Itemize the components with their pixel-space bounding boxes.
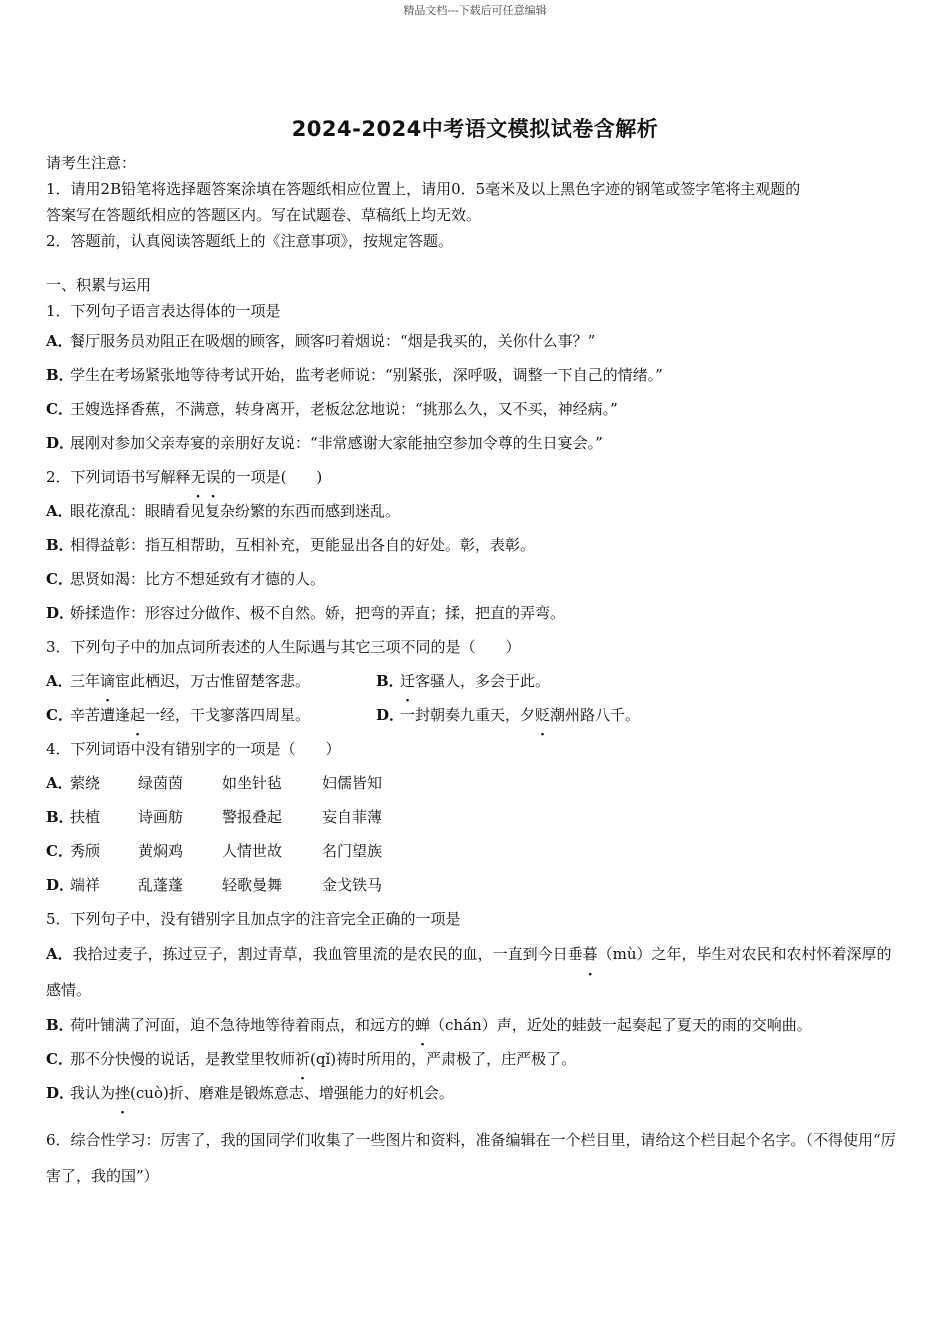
- word: 金戈铁马: [322, 876, 383, 894]
- option-label: C．: [46, 570, 73, 588]
- word: 轻歌曼舞: [222, 876, 283, 894]
- option-text: 辛苦遭逢: [70, 706, 131, 724]
- question-3-options-ab: [46, 664, 906, 698]
- notice-item: 2．答题前，认真阅读答题纸上的《注意事项》，按规定答题。: [46, 232, 454, 250]
- word: 警报叠起: [222, 808, 283, 826]
- option-label: D．: [46, 434, 75, 452]
- word: 扶植: [70, 808, 101, 826]
- option-label: B．: [46, 536, 74, 554]
- question-4-option-d: [46, 868, 906, 902]
- question-1-stem: 1．下列句子语言表达得体的一项是: [46, 302, 281, 320]
- option-text: 我拾过麦子，拣过豆子，割过青草，我血管里流的是农民的血，一直到今日垂: [72, 945, 583, 963]
- question-2-option-c: [46, 562, 906, 596]
- option-text: 我认为: [70, 1084, 116, 1102]
- question-4-option-b: [46, 800, 906, 834]
- option-text: 展刚对参加父亲寿宴的亲朋好友说：“非常感谢大家能抽空参加令尊的生日宴会。”: [70, 434, 603, 452]
- option-label: C．: [46, 706, 73, 724]
- word: 如坐针毡: [222, 774, 283, 792]
- word: 人情世故: [222, 842, 283, 860]
- word: 端祥: [70, 876, 101, 894]
- option-text: (cuò)折、磨难是锻炼意志、增强能力的好机会。: [130, 1084, 454, 1102]
- option-label: A．: [46, 945, 73, 963]
- option-label: D．: [46, 1084, 75, 1102]
- notice-heading: 请考生注意：: [46, 154, 137, 172]
- notice-section: [46, 150, 906, 254]
- document-body: [46, 150, 906, 1194]
- word: 妇儒皆知: [322, 774, 383, 792]
- option-label: C．: [46, 842, 73, 860]
- dotted-char: 蝉: [415, 1016, 431, 1034]
- option-text: 宦: [115, 672, 131, 690]
- question-1-option-c: [46, 392, 906, 426]
- question-3-stem: 3．下列句子中的加点词所表述的人生际遇与其它三项不同的是（ ）: [46, 638, 521, 656]
- question-5-option-c: [46, 1042, 906, 1076]
- option-text: 荷叶铺满了河面，迫不急待地等待着雨点，和远方的: [70, 1016, 416, 1034]
- dotted-char: 起: [130, 706, 146, 724]
- notice-item: 答案写在答题纸相应的答题区内。写在试题卷、草稿纸上均无效。: [46, 206, 482, 224]
- question-2-option-a: [46, 494, 906, 528]
- dotted-char: 贬: [535, 706, 551, 724]
- question-6: 6．综合性学习：厉害了，我的国同学们收集了一些图片和资料，准备编辑在一个栏目里，请给这个栏目起个名字。（不得使用“厉害了，我的国”）: [46, 1131, 896, 1185]
- word: 秀颀: [70, 842, 101, 860]
- question-4-option-a: [46, 766, 906, 800]
- option-text: 客骚人，多会于此。: [415, 672, 551, 690]
- question-5-stem: 5．下列句子中，没有错别字且加点字的注音完全正确的一项是: [46, 910, 461, 928]
- section-heading: 一、积累与运用: [46, 276, 152, 294]
- option-label: C．: [46, 400, 73, 418]
- dotted-char: 祈: [295, 1050, 311, 1068]
- dotted-char: 误: [205, 468, 221, 486]
- question-5-option-d: [46, 1076, 906, 1110]
- question-4-stem: 4．下列词语中没有错别字的一项是（ ）: [46, 740, 341, 758]
- option-text: （mù）之年，毕生对农民和农村怀着深厚的感情。: [46, 945, 892, 999]
- option-text: 餐厅服务员劝阻正在吸烟的顾客，顾客叼着烟说：“烟是我买的，关你什么事？”: [70, 332, 596, 350]
- option-text: 娇揉造作：形容过分做作、极不自然。娇，把弯的弄直；揉，把直的弄弯。: [70, 604, 566, 622]
- option-label: B．: [46, 808, 74, 826]
- option-label: D．: [46, 876, 75, 894]
- option-text: 一封朝奏九重天，夕: [400, 706, 536, 724]
- option-text: 学生在考场紧张地等待考试开始，监考老师说：“别紧张，深呼吸，调整一下自己的情绪。”: [70, 366, 663, 384]
- option-label: A．: [46, 774, 73, 792]
- dotted-char: 暮: [582, 945, 598, 963]
- question-1-option-a: [46, 324, 906, 358]
- option-text: 相得益彰：指互相帮助，互相补充，更能显出各自的好处。彰，表彰。: [70, 536, 536, 554]
- option-text: 一经，干戈寥落四周星。: [145, 706, 311, 724]
- option-text: （chán）声，近处的蛙鼓一起奏起了夏天的雨的交响曲。: [430, 1016, 812, 1034]
- question-3-options-cd: [46, 698, 906, 732]
- option-text: 思贤如渴：比方不想延致有才德的人。: [70, 570, 326, 588]
- question-5-option-b: [46, 1008, 906, 1042]
- option-text: 此栖迟，万古惟留楚客悲。: [130, 672, 311, 690]
- option-label: A．: [46, 332, 73, 350]
- question-2-stem: [46, 460, 906, 494]
- option-label: B．: [46, 1016, 74, 1034]
- question-4-option-c: [46, 834, 906, 868]
- question-3-option-b: [376, 672, 550, 690]
- word: 乱蓬蓬: [138, 876, 184, 894]
- stem-text: 2．下列词语书写解释: [46, 468, 191, 486]
- option-label: C．: [46, 1050, 73, 1068]
- option-label: A．: [46, 502, 73, 520]
- word: 绿茵茵: [138, 774, 184, 792]
- word: 名门望族: [322, 842, 383, 860]
- question-3-option-d: [376, 706, 640, 724]
- dotted-char: 谪: [100, 672, 116, 690]
- word: 萦绕: [70, 774, 101, 792]
- question-2-option-b: [46, 528, 906, 562]
- word: 黄焖鸡: [138, 842, 184, 860]
- option-text: 那不分快慢的说话，是教堂里牧师: [70, 1050, 296, 1068]
- option-text: 潮州路八千。: [550, 706, 641, 724]
- option-text: (qǐ)祷时所用的，严肃极了，庄严极了。: [310, 1050, 577, 1068]
- stem-text: 的一项是( ): [220, 468, 323, 486]
- option-text: 王嫂选择香蕉，不满意，转身离开，老板忿忿地说：“挑那么久，又不买，神经病。”: [70, 400, 618, 418]
- page-title: 2024-2024中考语文模拟试卷含解析: [291, 117, 659, 141]
- question-1-option-b: [46, 358, 906, 392]
- question-3-option-a: [46, 664, 376, 698]
- dotted-char: 迁: [400, 672, 416, 690]
- option-label: D．: [46, 604, 75, 622]
- question-3-option-c: [46, 698, 376, 732]
- word: 诗画舫: [138, 808, 184, 826]
- word: 妄自菲薄: [322, 808, 383, 826]
- dotted-char: 挫: [115, 1084, 131, 1102]
- notice-item: 1．请用2B铅笔将选择题答案涂填在答题纸相应位置上，请用0．5毫米及以上黑色字迹的钢笔或签字笔将主观题的: [46, 180, 801, 198]
- question-2-option-d: [46, 596, 906, 630]
- option-label: B．: [46, 366, 74, 384]
- option-text: 三年: [70, 672, 101, 690]
- option-label: A．: [46, 672, 73, 690]
- header-note: 精品文档---下载后可任意编辑: [403, 4, 547, 17]
- dotted-char: 无: [190, 468, 206, 486]
- option-label: D．: [376, 706, 405, 724]
- option-label: B．: [376, 672, 404, 690]
- option-text: 眼花潦乱：眼睛看见复杂纷繁的东西而感到迷乱。: [70, 502, 401, 520]
- question-1-option-d: [46, 426, 906, 460]
- question-5-option-a: [46, 936, 906, 1008]
